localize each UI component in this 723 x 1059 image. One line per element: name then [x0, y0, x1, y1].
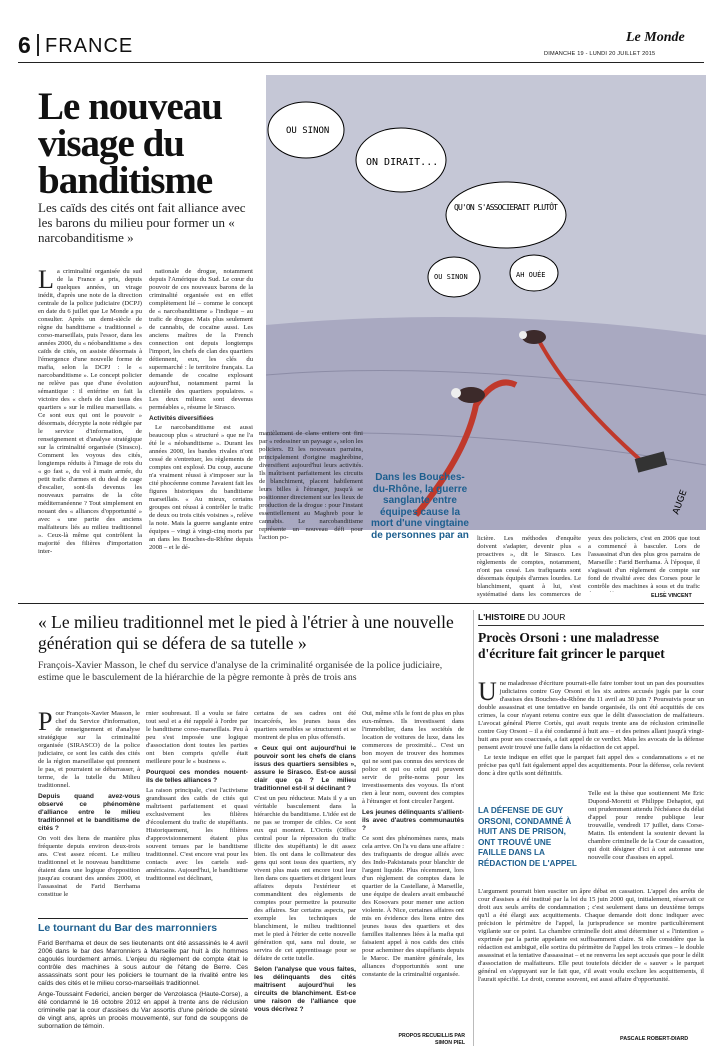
- question-4: Selon l'analyse que vous faites, les délinquants des cités maîtrisent aujourd'hui les circuits de blanchiment. Est-ce une raison de l'alliance que vous décrivez ?: [254, 966, 356, 1013]
- sidebar-headline: Procès Orsoni : une maladresse d'écriture fait grincer le parquet: [478, 630, 665, 661]
- page-number: 6: [18, 32, 31, 58]
- sidebar-col1b: Le texte indique en effet que le parquet fait appel des « condamnations » et ne précise pas qu'il fait également appel des acquittements. Pour la défense, cela revient donc à dire qu'ils sont définitifs.: [478, 754, 704, 777]
- question-2: Pourquoi ces mondes nouent-ils de telles alliances ?: [146, 769, 248, 784]
- sidebar-col-2b: L'argument pourrait bien susciter un âpre débat en cassation. L'appel des arrêts de cour d'assises a été institué par la loi du 15 juin 2000 qui, initialement, réservait ce droit aux seuls arrêts de condamnation ; c'est seulement dans un deuxième temps qu'il a été élargi aux acquittements. Chaque demande doit donc indiquer avec précision le périmètre de l'appel, la jurisprudence se montre particulièrement vigilante sur ce point. La chambre criminelle doit ainsi déterminer si « l'intention » exprimée par la partie appelante est suffisamment claire. Si elle considère que la rédaction est ambiguë, elle sortira du périmètre de l'appel les trois crimes – le double assassinat et la tentative d'assassinat – et ne renverra les sept accusés que pour le délit d'association de malfaiteurs. Elle peut toutefois décider de « sauver » le parquet général en s'appuyant sur le fait que, s'il avait voulu exclure les acquittements, il l'aurait spécifié. Le droit, comme souvent, est aussi affaire d'opportunité.: [478, 888, 704, 983]
- bubble-1-text: OU SINON: [286, 126, 330, 136]
- main-subhead: Activités diversifiées: [149, 415, 214, 422]
- main-col2b-text: Le narcobanditisme est aussi beaucoup plus « structuré » que ne l'a été le « néobanditisme ». Durant les années 2000, les bandes rivales n'ont cessé de s'entretuer, les règlements de comptes ont explosé. Du coup, aucune n'a vraiment réussi à s'imposer sur la cité phocéenne comme l'avaient fait les figures historiques du banditisme marseillais. « Au mieux, certains groupes ont réussi à contrôler le trafic de deux ou trois cités voisines », relève la note. Mais la guerre sanglante entre équipes – vingt à vingt-cinq morts par an dans les Bouches-du-Rhône depuis 2008 – et le dé-: [149, 424, 253, 551]
- question-1: Depuis quand avez-vous observé ce phénomène d'alliance entre le milieu traditionnel et le banditisme de cités ?: [38, 793, 140, 832]
- sidebar-divider: [473, 610, 474, 1046]
- interview-col-3: certains de ses cadres ont été incarcérés, les jeunes issus des quartiers sensibles se structurent et se montrent de plus en plus offensifs. « Ceux qui ont aujourd'hui le pouvoir sont les chefs de clans issus des quartiers sensibles », assure le Sirasco. Est-ce aussi clair que ça ? Le milieu traditionnel est-il si déclinant ? C'est un peu réducteur. Mais il y a un véritable basculement dans la hiérarchie du banditisme. L'idée est de ne pas se tromper de cibles. Ce sont eux qui montent. L'Ocrtis (Office central pour la répression du trafic illicite des stupéfiants) le dit assez bien. Ils ont dans le collimateur des gens qui sont issus des quartiers, n'y vivent plus mais ont encore tout leur lien dans ces quartiers et dirigent leurs affaires depuis l'extérieur et commanditent des règlements de comptes pour permettre la poursuite des affaires. Sur certains aspects, par exemple les techniques de blanchiment, le milieu traditionnel met le pied à l'étrier de cette nouvelle génération qui, sans nul doute, se servira de cet apprentissage pour se défaire de cette tutelle. Selon l'analyse que vous faites, les délinquants des cités maîtrisent aujourd'hui les circuits de blanchiment. Est-ce une raison de l'alliance que vous décrivez ?: [254, 710, 356, 1013]
- bubble-2-text: ON DIRAIT...: [366, 157, 439, 168]
- question-3: « Ceux qui ont aujourd'hui le pouvoir sont les chefs de clans issus des quartiers sensibles », assure le Sirasco. Est-ce aussi clair que ça ? Le milieu traditionnel est-il si déclinant ?: [254, 745, 356, 792]
- section-title: FRANCE: [45, 35, 134, 57]
- answer-5: Ce sont des phénomènes rares, mais cela arrive. On l'a vu dans une affaire : des trafiquants de drogue alliés avec des Indo-Pakistanais pour blanchir de l'argent liquide. Plus récemment, lors d'un règlement de comptes dans le quartier de la Castellane, à Marseille, une équipe de dealers avait embauché des Kosovars pour mener une action violente. À Nice, certaines affaires ont mis en évidence des liens entre des jeunes issus des quartiers et des familles italiennes liées à la mafia qui faisaient appel à nos caïds des cités pour acheminer des stupéfiants depuis le Maroc. De manière générale, les alliances d'opportunités sont une constante de la criminalité organisée.: [362, 835, 464, 978]
- sidebar-kicker: [478, 612, 565, 622]
- cartoon-signature: AUGE: [671, 488, 690, 517]
- interview-headline: « Le milieu traditionnel met le pied à l'étrier à une nouvelle génération qui se défera de sa tutelle »: [38, 612, 454, 653]
- edition-date: DIMANCHE 19 - LUNDI 20 JUILLET 2015: [544, 51, 656, 57]
- interview-deck: François-Xavier Masson, le chef du service d'analyse de la criminalité organisée de la police judiciaire, estime que le basculement de la hiérarchie de la pègre remonte à près de trois ans: [38, 660, 443, 683]
- sidebar-col-2: Telle est la thèse que soutiennent Me Éric Dupond-Moretti et Philippe Dehapiot, qui ont prudemment attendu l'échéance du délai d'appel pour rendre publique leur trouvaille, vendredi 17 juillet, dans Corse-Matin. Ils entendent la soutenir devant la chambre criminelle de la Cour de cassation, qui doit désigner d'ici à cet automne une nouvelle cour d'assises en appel.: [588, 790, 704, 861]
- box-title: Le tournant du Bar des marronniers: [38, 922, 218, 934]
- bubble-4-text: OU SINON: [434, 273, 468, 281]
- bubble-5-text: AH OUÉE: [516, 271, 546, 279]
- sidebar-pull-quote: LA DÉFENSE DE GUY ORSONI, CONDAMNÉ À HUIT ANS DE PRISON, ONT TROUVÉ UNE FAILLE DANS LA RÉDACTION DE L'APPEL: [478, 806, 577, 868]
- sidebar-kicker-rule: [478, 625, 704, 626]
- question-5: Les jeunes délinquants s'allient-ils avec d'autres communautés ?: [362, 809, 464, 832]
- main-author: ELISE VINCENT: [651, 593, 692, 599]
- main-article-col-5: yeux des policiers, c'est en 2006 que tout a commencé à basculer. Lors de l'assassinat d'un des plus gros parrains de Marseille : Farid Berrhama. À l'époque, il s'agissait d'un règlement de compte sur fond de rivalité avec des Corses pour le contrôle des machines à sous et du trafic: [588, 535, 700, 590]
- header-divider: [37, 34, 39, 56]
- sidebar-drop-cap: U: [478, 680, 497, 706]
- interview-col-2: rnier soubresaut. Il a voulu se faire tout seul et a été rappelé à l'ordre par le banditisme corso-marseillais. Peu à peu s'est imposée une logique d'association dont toutes les parties ont bien compris qu'elle était meilleure pour le « business ». Pourquoi ces mondes nouent-ils de telles alliances ? La raison principale, c'est l'activisme grandissant des caïds de cités qui maîtrisent parfaitement et quasi exclusivement les filières d'écoulement du trafic de stupéfiants. Historiquement, les filières d'approvisionnement étaient plus souvent tenues par le banditisme traditionnel. C'est encore vrai pour les contacts avec les cartels sud-américains. Aujourd'hui, le banditisme traditionnel est déclinant,: [146, 710, 248, 882]
- main-headline: Le nouveau visage du banditisme: [38, 85, 222, 202]
- box-paragraph-1: Farid Berrhama et deux de ses lieutenants ont été assassinés le 4 avril 2006 dans le bar des Marronniers à Marseille par huit à dix hommes cagoulés lourdement armés. L'enjeu du règlement de compte était le contrôle des machines à sous autour de l'étang de Berre. Ces assassinats sont pour les policiers le tournant de la rivalité entre les caïds des cités et le milieu corso-marseillais traditionnel.: [38, 940, 248, 987]
- answer-2: La raison principale, c'est l'activisme grandissant des caïds de cités qui maîtrisent parfaitement et quasi exclusivement les filières d'écoulement du trafic de stupéfiants. Historiquement, les filières d'approvisionnement étaient plus souvent tenues par le banditisme traditionnel. C'est encore vrai pour les contacts avec les cartels sud-américains. Aujourd'hui, le banditisme traditionnel est déclinant,: [146, 787, 248, 882]
- box-text: [38, 940, 248, 1040]
- main-col2-text: nationale de drogue, notamment depuis l'Amérique du Sud. Le cœur du pouvoir de ces nouveaux barons de la criminalité organisée est en effet complètement lié – comme le concept de « narcobanditisme » l'indique – au trafic de drogue. Mais plus seulement de cannabis, de cocaïne aussi. Les anciens maîtres de la French connection ont depuis longtemps l'import, les chefs de clan des quartiers détiennent, eux, les clés du supermarché : le territoire français. La demande de cocaïne explosant aujourd'hui, notamment parmi la clientèle des quartiers populaires. « Les deux milieux sont devenus perméables », résume le Sirasco.: [149, 268, 253, 411]
- interview-col-4: Oui, même s'ils le font de plus en plus eux-mêmes. Ils investissent dans l'immobilier, dans les sociétés de location de voitures de luxe, dans les commerces de proximité... C'est un bon moyen de trouver des hommes qui ne sont pas connus des services de police et qui ou celui qui peuvent servir de prête-noms pour les investissements des voyous. Ils n'ont rien à leur nom, ouvrent des comptes à l'étranger et font circuler l'argent. Les jeunes délinquants s'allient-ils avec d'autres communautés ? Ce sont des phénomènes rares, mais cela arrive. On l'a vu dans une affaire : des trafiquants de drogue alliés avec des Indo-Pakistanais pour blanchir de l'argent liquide. Plus récemment, lors d'un règlement de comptes dans le quartier de la Castellane, à Marseille, une équipe de dealers avait embauché des Kosovars pour mener une action violente. À Nice, certaines affaires ont mis en évidence des liens entre des jeunes issus des quartiers et des familles italiennes liées à la mafia qui faisaient appel à nos caïds des cités pour acheminer des stupéfiants depuis le Maroc. De manière générale, les alliances d'opportunités sont une constante de la criminalité organisée.: [362, 710, 464, 978]
- interview-col-1: Pour François-Xavier Masson, le chef du Service d'information, de renseignement et d'analyse stratégique sur la criminalité organisée (SIRASCO) de la police judiciaire, ce sont les caïds des cités de la région marseillaise qui prennent le pas, et pourraient se débarrasser, à terme, de la tutelle du Milieu traditionnel. Depuis quand avez-vous observé ce phénomène d'alliance entre le milieu traditionnel et le banditisme de cités ? On voit des liens de manière plus fréquente depuis environ deux-trois ans. C'est assez récent. Le milieu traditionnel et le nouveau banditisme étaient dans une logique d'opposition jusqu'au courant des années 2000, et l'assassinat de Farid Berrhama constitue le: [38, 710, 140, 898]
- main-article-col-4: licière. Les méthodes d'enquête doivent s'adapter, devenir plus « proactives », dit le Sirasco. Les règlements de comptes, notamment, n'ont pas cessé. Les trafiquants sont désormais équipés d'armes lourdes. Le blanchiment, quant à lui, s'est systématisé dans les commerces de: [477, 535, 581, 598]
- answer-3: C'est un peu réducteur. Mais il y a un véritable basculement dans la hiérarchie du banditisme. L'idée est de ne pas se tromper de cibles. Ce sont eux qui montent. L'Ocrtis (Office central pour la répression du trafic illicite des stupéfiants) le dit assez bien. Ils ont dans le collimateur des gens qui sont issus des quartiers, n'y vivent plus mais ont encore tout leur lien dans ces quartiers et dirigent leurs affaires depuis l'extérieur et commanditent des règlements de comptes pour permettre la poursuite des affaires. Sur certains aspects, par exemple les techniques de blanchiment, le milieu traditionnel met le pied à l'étrier de cette nouvelle génération qui, sans nul doute, se servira de cet apprentissage pour se défaire de cette tutelle.: [254, 795, 356, 962]
- drop-cap: L: [38, 268, 54, 294]
- sidebar-kicker-bold: L'HISTOIRE: [478, 612, 526, 622]
- main-article-col-2: [149, 268, 253, 598]
- sidebar-col-1a: Une maladresse d'écriture pourrait-elle faire tomber tout un pan des poursuites judiciaires contre Guy Orsoni et les six autres accusés jugés par la cour d'assises des Bouches-du-Rhône du 11 avril au 30 juin ? Poursuivis pour un double assassinat et une tentative en bande organisée, ils ont été acquittés de ces crimes, la cour n'ayant retenu contre eux que le délit d'association de malfaiteurs. L'avocat général Pierre Cortès, qui avait requis trente ans de réclusion criminelle contre Guy Orsoni – il a été condamné à huit ans – et des peines allant jusqu'à vingt-huit ans pour ses coaccusés, a fait appel de ce verdict. Mais les avocats de la défense pensent avoir trouvé une faille dans la rédaction de cet appel. Le texte indique en effet que le parquet fait appel des « condamnations » et ne précise pas qu'il fait également appel des acquittements. Pour la défense, cela revient donc à dire qu'ils sont définitifs.: [478, 680, 704, 777]
- sidebar-author: PASCALE ROBERT-DIARD: [620, 1036, 689, 1042]
- main-article-col-3: mantèlement de clans entiers ont fini par « redessiner un paysage », selon les policiers. Et les nouveaux parrains, principalement d'origine maghrébine, diversifient aujourd'hui leurs activités. Ils maîtrisent parfaitement les circuits de blanchiment, placent habilement leurs billes à l'étranger, jusqu'à se positionner directement sur les lieux de production de la drogue : pour l'instant essentiellement au Maghreb pour le cannabis. Le narcobanditisme représente un nouveau défi pour l'action po-: [259, 430, 363, 541]
- bubble-3-text: QU'ON S'ASSOCIERAIT PLUTÔT: [454, 203, 558, 212]
- section-rule: [18, 603, 704, 604]
- header-rule: [18, 62, 704, 63]
- main-deck: Les caïds des cités ont fait alliance avec les barons du milieu pour former un « narcobanditisme »: [38, 200, 246, 245]
- main-article-col-1: La criminalité organisée du sud de la France a pris, depuis quelques années, un virage inédit, d'après une note de la direction centrale de la police judiciaire (DCPJ) en date du 6 juillet que Le Monde a pu consulter. Après un demi-siècle de règne du banditisme « traditionnel » corso-marseillais, puis l'essor, dans les années 2000, du « néobanditisme » des caïds de cités, on assiste désormais à l'émergence d'une nouvelle forme de mafia, selon la DCPJ : le « narcobanditisme ». Le concept policier ne relève pas que d'une évolution sémantique : il entérine en fait la victoire des « chefs de clan issus des quartiers » sur le milieu marseillais. « Ce sont eux qui ont le pouvoir » désormais, décrypte la note rédigée par le service d'information, de renseignement et d'analyse stratégique sur la criminalité organisée (Sirasco). Comment les voyous des cités, longtemps réduits à l'image de rois du « go fast », du vol à main armée, du petit trafic d'armes et du deal de cage d'escalier, sont-ils devenus les nouveaux parrains de la côte méditerranéenne ? Tout simplement en nouant des « alliances d'opportunité » avec « une partie des anciens malfaiteurs liés au milieu traditionnel ». Ceux-là même qui contrôlent la majorité des filières d'importation inter-: [38, 268, 142, 555]
- pull-quote: Dans les Bouches-du-Rhône, la guerre sanglante entre équipes cause la mort d'une vingtaine de personnes par an: [371, 472, 469, 541]
- sidebar-kicker-rest: DU JOUR: [525, 612, 566, 622]
- box-paragraph-2: Ange-Toussaint Federici, ancien berger de Venzolasca (Haute-Corse), a été condamné le 16 octobre 2012 en appel à trente ans de réclusion criminelle par la cour d'assises du Var assortis d'une période de sûreté de vingt ans, après un procès mouvementé, sur fond de soupçons de subornation de témoin.: [38, 991, 248, 1030]
- answer-1: On voit des liens de manière plus fréquente depuis environ deux-trois ans. C'est assez récent. Le milieu traditionnel et le nouveau banditisme étaient dans une logique d'opposition jusqu'au courant des années 2000, et l'assassinat de Farid Berrhama constitue le: [38, 835, 140, 898]
- interview-drop-cap: P: [38, 710, 53, 736]
- newspaper-logo: Le Monde: [626, 30, 685, 45]
- box-rule: [38, 918, 248, 919]
- interview-credits: PROPOS RECUEILLIS PAR SIMON PIEL: [398, 1033, 465, 1046]
